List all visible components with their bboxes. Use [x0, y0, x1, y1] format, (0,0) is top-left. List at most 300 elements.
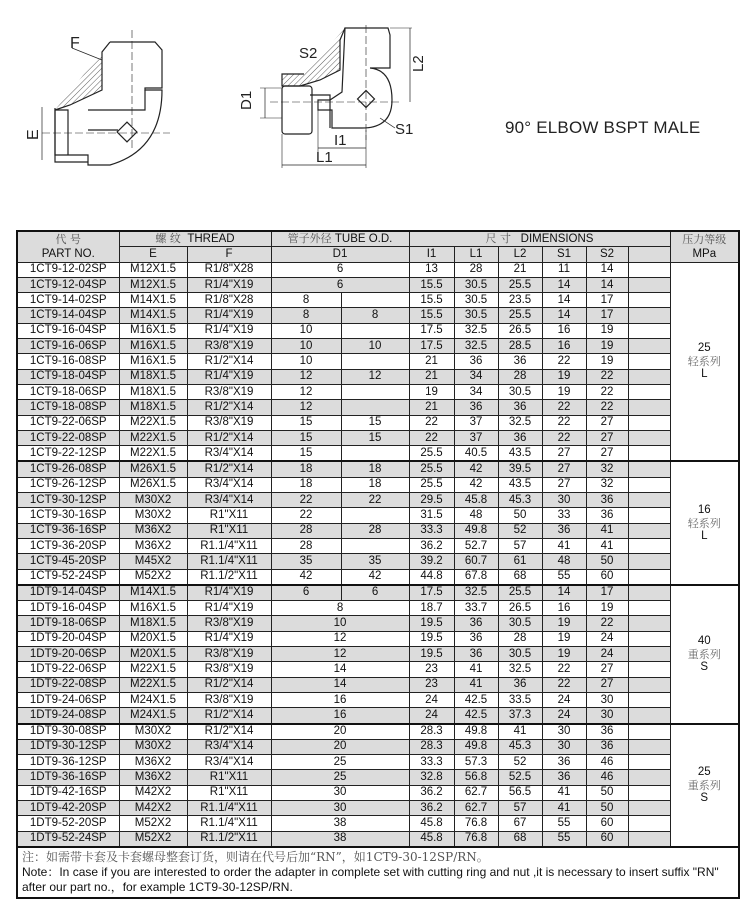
cell-l1-small: 18.7 [409, 601, 454, 616]
cell-part-no: 1DT9-16-04SP [17, 601, 119, 616]
cell-l1-small: 31.5 [409, 508, 454, 523]
cell-l2: 28.5 [498, 339, 542, 354]
cell-l1: 42 [454, 461, 498, 477]
cell-thread-f: R3/4"X14 [187, 755, 271, 770]
cell-d1-a: 15 [271, 430, 341, 445]
cell-blank [628, 323, 670, 338]
table-row [17, 601, 739, 616]
spec-table-body [17, 262, 739, 847]
cell-blank [628, 493, 670, 508]
cell-d1: 38 [271, 831, 409, 847]
cell-s2: 60 [586, 816, 628, 831]
product-title: 90° ELBOW BSPT MALE [505, 118, 701, 137]
cell-part-no: 1DT9-42-20SP [17, 800, 119, 815]
series-code: L [701, 368, 708, 381]
cell-thread-f: R1/2"X14 [187, 354, 271, 369]
cell-s2: 17 [586, 308, 628, 323]
cell-d1: 20 [271, 739, 409, 754]
cell-thread-e: M16X1.5 [119, 323, 187, 338]
cell-d1-b [341, 446, 409, 462]
cell-l1-small: 17.5 [409, 323, 454, 338]
cell-thread-e: M24X1.5 [119, 708, 187, 724]
cell-thread-e: M22X1.5 [119, 415, 187, 430]
cell-s2: 27 [586, 415, 628, 430]
cell-d1-b: 18 [341, 477, 409, 492]
table-row [17, 477, 739, 492]
cell-blank [628, 800, 670, 815]
table-row [17, 277, 739, 292]
cell-l2: 61 [498, 554, 542, 569]
cell-thread-f: R1"X11 [187, 508, 271, 523]
series-zh: 轻系列 [687, 355, 721, 369]
cell-thread-e: M26X1.5 [119, 477, 187, 492]
cell-part-no: 1CT9-36-16SP [17, 523, 119, 538]
cell-s2: 32 [586, 461, 628, 477]
cell-thread-e: M14X1.5 [119, 308, 187, 323]
cell-d1: 38 [271, 816, 409, 831]
cell-thread-f: R1.1/2"X11 [187, 831, 271, 847]
cell-d1: 30 [271, 785, 409, 800]
table-row [17, 400, 739, 415]
cell-thread-f: R3/8"X19 [187, 692, 271, 707]
cell-l1-small: 21 [409, 400, 454, 415]
cell-blank [628, 523, 670, 538]
cell-l1-small: 23 [409, 677, 454, 692]
cell-thread-e: M22X1.5 [119, 446, 187, 462]
cell-blank [628, 662, 670, 677]
note-en: Note：In case if you are interested to order the adapter in complete set with cutting ring and nut ,it is necessary to insert suffix "RN" after our part no.，for example 1CT9-30-12SP/RN. [22, 864, 719, 894]
cell-l1: 36 [454, 647, 498, 662]
cell-d1-a: 10 [271, 339, 341, 354]
cell-s2: 24 [586, 647, 628, 662]
cell-d1-b [341, 400, 409, 415]
cell-l1-small: 25.5 [409, 461, 454, 477]
cell-l1-small: 23 [409, 662, 454, 677]
cell-part-no: 1CT9-12-04SP [17, 277, 119, 292]
cell-s2: 50 [586, 785, 628, 800]
cell-l2: 36 [498, 354, 542, 369]
cell-part-no: 1DT9-18-06SP [17, 616, 119, 631]
cell-part-no: 1CT9-45-20SP [17, 554, 119, 569]
cell-thread-e: M20X1.5 [119, 631, 187, 646]
cell-thread-f: R1/4"X19 [187, 369, 271, 384]
label-l1: L1 [316, 149, 333, 166]
cell-l2: 28 [498, 631, 542, 646]
cell-s2: 22 [586, 400, 628, 415]
cell-l1: 36 [454, 616, 498, 631]
cell-d1-a: 10 [271, 354, 341, 369]
cell-blank [628, 308, 670, 323]
cell-l1: 30.5 [454, 308, 498, 323]
cell-s2: 60 [586, 569, 628, 585]
cell-s2: 60 [586, 831, 628, 847]
pressure-group-cell [670, 585, 739, 724]
cell-l2: 32.5 [498, 415, 542, 430]
cell-blank [628, 384, 670, 399]
cell-s2: 36 [586, 508, 628, 523]
cell-part-no: 1CT9-16-04SP [17, 323, 119, 338]
cell-part-no: 1CT9-26-12SP [17, 477, 119, 492]
cell-l1-small: 15.5 [409, 293, 454, 308]
cell-part-no: 1DT9-36-12SP [17, 755, 119, 770]
cell-blank [628, 785, 670, 800]
cell-l2: 52 [498, 755, 542, 770]
table-row [17, 446, 739, 462]
cell-d1-a: 15 [271, 415, 341, 430]
cell-l1-small: 24 [409, 708, 454, 724]
cell-blank [628, 831, 670, 847]
cell-thread-f: R1/4"X19 [187, 631, 271, 646]
cell-d1: 12 [271, 631, 409, 646]
table-row [17, 647, 739, 662]
cell-l2: 36 [498, 430, 542, 445]
cell-part-no: 1DT9-20-06SP [17, 647, 119, 662]
cell-s2: 46 [586, 755, 628, 770]
cell-s2: 27 [586, 677, 628, 692]
cell-l1: 30.5 [454, 277, 498, 292]
cell-part-no: 1DT9-20-04SP [17, 631, 119, 646]
table-row [17, 631, 739, 646]
cell-l1-small: 17.5 [409, 585, 454, 601]
cell-l1-small: 15.5 [409, 277, 454, 292]
cell-blank [628, 400, 670, 415]
cell-d1-a: 12 [271, 384, 341, 399]
cell-l2: 57 [498, 538, 542, 553]
cell-thread-f: R1.1/4"X11 [187, 538, 271, 553]
cell-d1-b: 15 [341, 415, 409, 430]
cell-thread-f: R1/2"X14 [187, 430, 271, 445]
cell-l1: 41 [454, 677, 498, 692]
cell-thread-f: R1/4"X19 [187, 323, 271, 338]
cell-thread-e: M24X1.5 [119, 692, 187, 707]
cell-s2: 19 [586, 354, 628, 369]
cell-l1-small: 13 [409, 262, 454, 277]
table-row [17, 554, 739, 569]
cell-s1: 55 [542, 831, 586, 847]
cell-part-no: 1DT9-52-20SP [17, 816, 119, 831]
pressure-group-cell [670, 724, 739, 847]
cell-l1: 42.5 [454, 708, 498, 724]
cell-d1-a: 12 [271, 369, 341, 384]
cell-d1: 10 [271, 616, 409, 631]
cell-l1-small: 25.5 [409, 446, 454, 462]
cell-blank [628, 724, 670, 740]
cell-s1: 41 [542, 800, 586, 815]
cell-blank [628, 262, 670, 277]
cell-thread-e: M45X2 [119, 554, 187, 569]
header-thread: 螺 纹 THREAD [119, 231, 271, 247]
cell-l1-small: 45.8 [409, 831, 454, 847]
cell-thread-e: M36X2 [119, 523, 187, 538]
cell-s1: 30 [542, 724, 586, 740]
cell-blank [628, 293, 670, 308]
header-dimensions: 尺 寸 DIMENSIONS [409, 231, 670, 247]
cell-l1-small: 22 [409, 430, 454, 445]
cell-s1: 36 [542, 523, 586, 538]
cell-l1-small: 19.5 [409, 616, 454, 631]
cell-l1: 45.8 [454, 493, 498, 508]
cell-l1-small: 22 [409, 415, 454, 430]
cell-thread-f: R1/2"X14 [187, 724, 271, 740]
cell-s2: 41 [586, 538, 628, 553]
cell-s1: 41 [542, 785, 586, 800]
table-row [17, 354, 739, 369]
cell-thread-f: R1/8"X28 [187, 293, 271, 308]
cell-l1-small: 28.3 [409, 739, 454, 754]
cell-s1: 14 [542, 585, 586, 601]
cell-d1-b: 12 [341, 369, 409, 384]
order-note [17, 847, 739, 898]
label-f: F [70, 35, 80, 52]
cell-l1: 56.8 [454, 770, 498, 785]
cell-l2: 36 [498, 677, 542, 692]
cell-d1-b: 22 [341, 493, 409, 508]
cell-blank [628, 430, 670, 445]
table-row [17, 692, 739, 707]
cell-part-no: 1CT9-14-02SP [17, 293, 119, 308]
cell-blank [628, 677, 670, 692]
cell-thread-e: M14X1.5 [119, 585, 187, 601]
cell-s1: 22 [542, 400, 586, 415]
cell-l2: 68 [498, 831, 542, 847]
cell-d1-b: 35 [341, 554, 409, 569]
cell-part-no: 1DT9-52-24SP [17, 831, 119, 847]
table-row [17, 739, 739, 754]
cell-s2: 19 [586, 339, 628, 354]
cell-thread-e: M26X1.5 [119, 461, 187, 477]
spec-table [16, 230, 740, 899]
cell-l1: 52.7 [454, 538, 498, 553]
cell-d1: 14 [271, 677, 409, 692]
cell-s1: 19 [542, 384, 586, 399]
cell-thread-f: R3/8"X19 [187, 384, 271, 399]
series-zh: 重系列 [687, 778, 721, 792]
cell-thread-e: M30X2 [119, 724, 187, 740]
cell-thread-f: R1"X11 [187, 785, 271, 800]
cell-l1-small: 17.5 [409, 339, 454, 354]
cell-d1: 30 [271, 800, 409, 815]
cell-s2: 27 [586, 662, 628, 677]
cell-thread-e: M22X1.5 [119, 677, 187, 692]
cell-d1-b [341, 538, 409, 553]
cell-l1-small: 19.5 [409, 631, 454, 646]
cell-l1: 40.5 [454, 446, 498, 462]
cell-part-no: 1CT9-22-06SP [17, 415, 119, 430]
cell-thread-e: M36X2 [119, 538, 187, 553]
series-code: S [700, 791, 709, 804]
cell-blank [628, 739, 670, 754]
cell-d1: 20 [271, 724, 409, 740]
cell-part-no: 1DT9-24-06SP [17, 692, 119, 707]
header-tube-od: 管子外径 TUBE O.D. [271, 231, 409, 247]
cell-d1-b [341, 323, 409, 338]
note-zh: 注：如需带卡套及卡套螺母整套订货，则请在代号后加“RN”，如1CT9-30-12SP/RN。 [22, 849, 489, 864]
cell-l1-small: 21 [409, 369, 454, 384]
cell-l2: 37.3 [498, 708, 542, 724]
cell-s1: 36 [542, 755, 586, 770]
header-l1: L1 [454, 247, 498, 262]
pressure-mpa: 40 [697, 634, 711, 647]
cell-l2: 21 [498, 262, 542, 277]
cell-l2: 67 [498, 816, 542, 831]
cell-thread-f: R1.1/4"X11 [187, 554, 271, 569]
cell-s2: 30 [586, 692, 628, 707]
cell-l2: 25.5 [498, 277, 542, 292]
pressure-mpa: 25 [697, 765, 711, 778]
header-e: E [119, 247, 187, 262]
cell-l2: 39.5 [498, 461, 542, 477]
cell-thread-f: R3/8"X19 [187, 415, 271, 430]
table-row [17, 677, 739, 692]
cell-d1-b [341, 293, 409, 308]
cell-l2: 30.5 [498, 384, 542, 399]
cell-thread-f: R1/4"X19 [187, 585, 271, 601]
cell-l1-small: 33.3 [409, 523, 454, 538]
cell-thread-e: M30X2 [119, 739, 187, 754]
cell-l1: 49.8 [454, 523, 498, 538]
cell-thread-e: M30X2 [119, 508, 187, 523]
cell-l2: 26.5 [498, 601, 542, 616]
cell-thread-f: R3/4"X14 [187, 493, 271, 508]
cell-d1-a: 18 [271, 461, 341, 477]
cell-blank [628, 538, 670, 553]
cell-l1: 36 [454, 354, 498, 369]
cell-d1-a: 15 [271, 446, 341, 462]
cell-s1: 22 [542, 662, 586, 677]
cell-l1: 76.8 [454, 831, 498, 847]
cell-blank [628, 369, 670, 384]
cell-l2: 33.5 [498, 692, 542, 707]
cell-part-no: 1CT9-52-24SP [17, 569, 119, 585]
cell-l1-small: 32.8 [409, 770, 454, 785]
cell-s2: 19 [586, 601, 628, 616]
cell-thread-f: R1.1/4"X11 [187, 816, 271, 831]
cell-d1-b [341, 354, 409, 369]
cell-l1-small: 36.2 [409, 538, 454, 553]
cell-s1: 36 [542, 770, 586, 785]
cell-thread-e: M16X1.5 [119, 601, 187, 616]
cell-d1-b: 6 [341, 585, 409, 601]
cell-thread-e: M22X1.5 [119, 430, 187, 445]
cell-l1-small: 44.8 [409, 569, 454, 585]
cell-l1-small: 15.5 [409, 308, 454, 323]
cell-thread-e: M18X1.5 [119, 616, 187, 631]
cell-l2: 52.5 [498, 770, 542, 785]
cell-l1: 34 [454, 384, 498, 399]
cell-d1: 25 [271, 755, 409, 770]
cell-s2: 22 [586, 616, 628, 631]
cell-l1-small: 24 [409, 692, 454, 707]
cell-s1: 19 [542, 369, 586, 384]
table-row [17, 430, 739, 445]
cell-l1: 37 [454, 430, 498, 445]
cell-blank [628, 755, 670, 770]
cell-l1: 62.7 [454, 800, 498, 815]
cell-l2: 28 [498, 369, 542, 384]
cell-d1: 25 [271, 770, 409, 785]
cell-blank [628, 277, 670, 292]
cell-part-no: 1CT9-18-06SP [17, 384, 119, 399]
cell-d1-b: 28 [341, 523, 409, 538]
cell-d1-a: 8 [271, 293, 341, 308]
cell-thread-e: M20X1.5 [119, 647, 187, 662]
cell-blank [628, 692, 670, 707]
cell-d1-a: 22 [271, 508, 341, 523]
table-row [17, 323, 739, 338]
cell-l1: 42.5 [454, 692, 498, 707]
header-l1-small: I1 [409, 247, 454, 262]
cell-l2: 56.5 [498, 785, 542, 800]
table-row [17, 308, 739, 323]
cell-thread-e: M42X2 [119, 785, 187, 800]
cell-l1: 42 [454, 477, 498, 492]
cell-l1: 48 [454, 508, 498, 523]
cell-part-no: 1CT9-30-16SP [17, 508, 119, 523]
cell-s1: 14 [542, 277, 586, 292]
cell-part-no: 1DT9-42-16SP [17, 785, 119, 800]
cell-thread-f: R3/4"X14 [187, 739, 271, 754]
cell-l2: 26.5 [498, 323, 542, 338]
series-zh: 重系列 [687, 647, 721, 661]
cell-l2: 43.5 [498, 477, 542, 492]
cell-s2: 22 [586, 384, 628, 399]
series-code: S [700, 660, 709, 673]
cell-s2: 22 [586, 369, 628, 384]
table-row [17, 523, 739, 538]
cell-s1: 30 [542, 493, 586, 508]
cell-d1: 16 [271, 692, 409, 707]
cell-s1: 24 [542, 708, 586, 724]
elbow-technical-drawing [0, 0, 450, 200]
cell-l2: 30.5 [498, 616, 542, 631]
cell-thread-f: R1/2"X14 [187, 677, 271, 692]
cell-s2: 17 [586, 293, 628, 308]
cell-d1-a: 8 [271, 308, 341, 323]
table-row [17, 770, 739, 785]
cell-s1: 22 [542, 415, 586, 430]
label-s1: S1 [395, 121, 414, 138]
cell-l1-small: 33.3 [409, 755, 454, 770]
cell-l2: 23.5 [498, 293, 542, 308]
cell-d1-a: 42 [271, 569, 341, 585]
cell-blank [628, 446, 670, 462]
cell-thread-e: M12X1.5 [119, 262, 187, 277]
cell-thread-e: M36X2 [119, 755, 187, 770]
cell-s1: 16 [542, 601, 586, 616]
header-part-no: 代 号 PART NO. [17, 231, 119, 262]
cell-l1-small: 39.2 [409, 554, 454, 569]
cell-s1: 22 [542, 354, 586, 369]
cell-thread-f: R1.1/4"X11 [187, 800, 271, 815]
header-s2: S2 [586, 247, 628, 262]
cell-blank [628, 708, 670, 724]
cell-l1: 62.7 [454, 785, 498, 800]
cell-thread-f: R1/2"X14 [187, 400, 271, 415]
table-row [17, 384, 739, 399]
cell-s1: 16 [542, 323, 586, 338]
cell-part-no: 1DT9-24-08SP [17, 708, 119, 724]
cell-s1: 33 [542, 508, 586, 523]
cell-thread-f: R1/2"X14 [187, 708, 271, 724]
cell-s1: 41 [542, 538, 586, 553]
cell-s1: 14 [542, 293, 586, 308]
cell-s1: 27 [542, 477, 586, 492]
cell-part-no: 1CT9-12-02SP [17, 262, 119, 277]
cell-l2: 43.5 [498, 446, 542, 462]
cell-part-no: 1CT9-26-08SP [17, 461, 119, 477]
cell-part-no: 1DT9-30-12SP [17, 739, 119, 754]
cell-l1: 28 [454, 262, 498, 277]
